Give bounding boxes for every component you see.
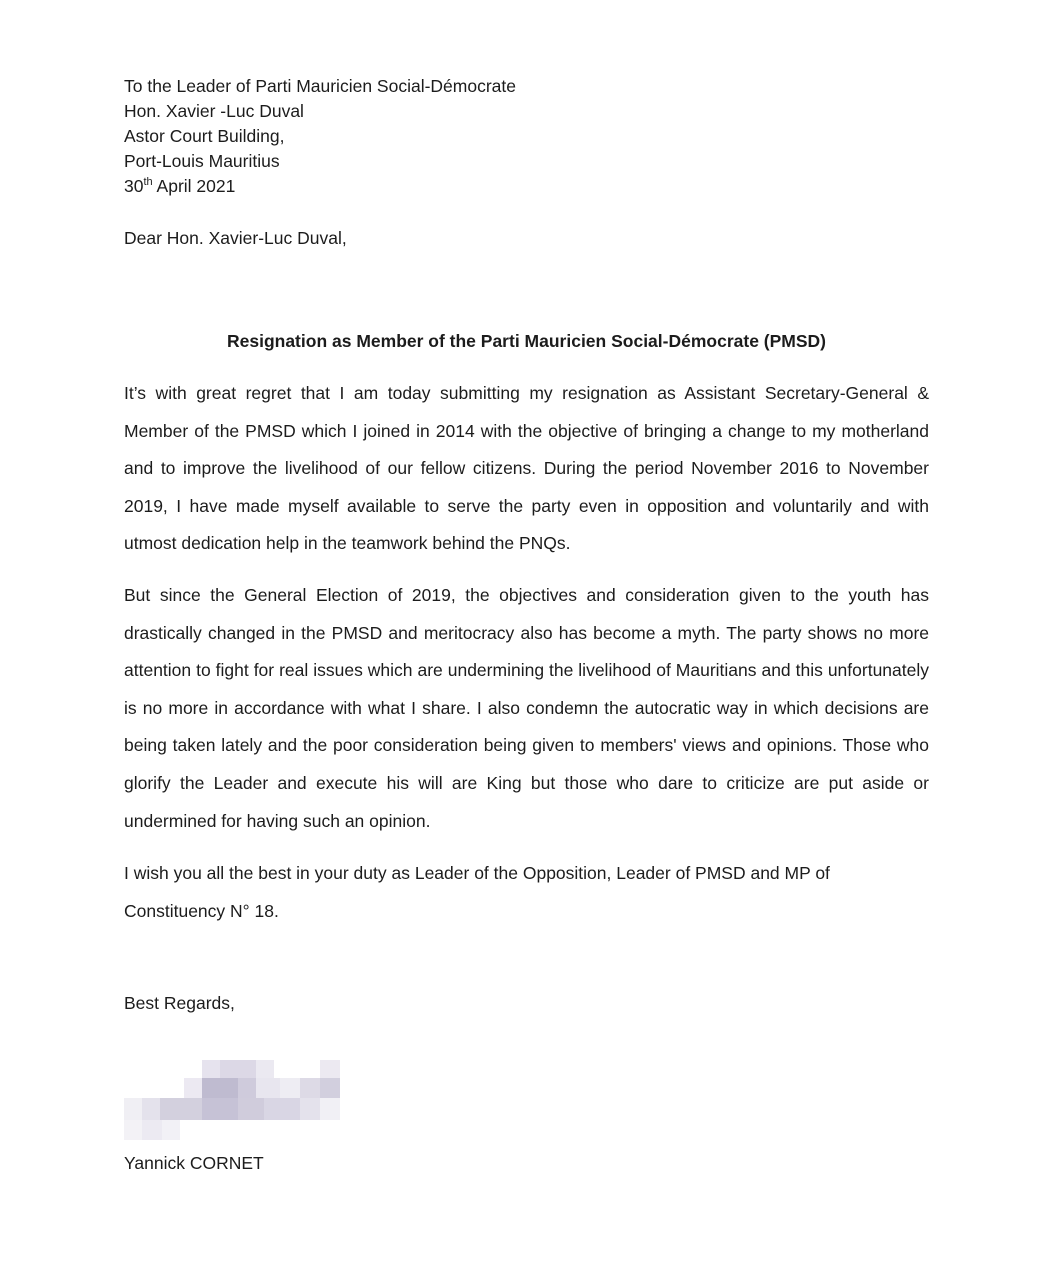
address-line-building: Astor Court Building, bbox=[124, 126, 285, 146]
address-line-city: Port-Louis Mauritius bbox=[124, 151, 280, 171]
date-suffix: th bbox=[143, 176, 153, 188]
body-paragraph-3: I wish you all the best in your duty as Leader of the Opposition, Leader of PMSD and MP of Constituency N° 18. bbox=[124, 863, 830, 921]
address-line-recipient: To the Leader of Parti Mauricien Social-Démocrate bbox=[124, 76, 516, 96]
body-paragraph-2: But since the General Election of 2019, the objectives and consideration given to the youth has drastically changed in the PMSD and meritocracy also has become a myth. The party shows no more attention to fight for real issues which are undermining the livelihood of Mauritians and this unfortunately is no more in accordance with what I share. I also condemn the autocratic way in which decisions are being taken lately and the poor consideration being given to members' views and opinions. Those who glorify the Leader and execute his will are King but those who dare to criticize are put aside or undermined for having such an opinion. bbox=[124, 585, 929, 831]
recipient-address bbox=[124, 74, 516, 199]
salutation: Dear Hon. Xavier-Luc Duval, bbox=[124, 228, 347, 248]
subject-heading: Resignation as Member of the Parti Mauricien Social-Démocrate (PMSD) bbox=[226, 331, 827, 351]
date-month-year: April 2021 bbox=[152, 176, 236, 196]
date-day: 30 bbox=[124, 176, 144, 196]
letter-date bbox=[124, 174, 516, 199]
signatory-name: Yannick CORNET bbox=[124, 1153, 264, 1173]
closing: Best Regards, bbox=[124, 993, 235, 1013]
body-paragraph-1: It’s with great regret that I am today submitting my resignation as Assistant Secretary-General & Member of the PMSD which I joined in 2014 with the objective of bringing a change to my motherland and to improve the livelihood of our fellow citizens. During the period November 2016 to November 2019, I have made myself available to serve the party even in opposition and voluntarily and with utmost dedication help in the teamwork behind the PNQs. bbox=[124, 383, 929, 554]
blurred-signature bbox=[124, 1058, 340, 1140]
address-line-name: Hon. Xavier -Luc Duval bbox=[124, 101, 304, 121]
